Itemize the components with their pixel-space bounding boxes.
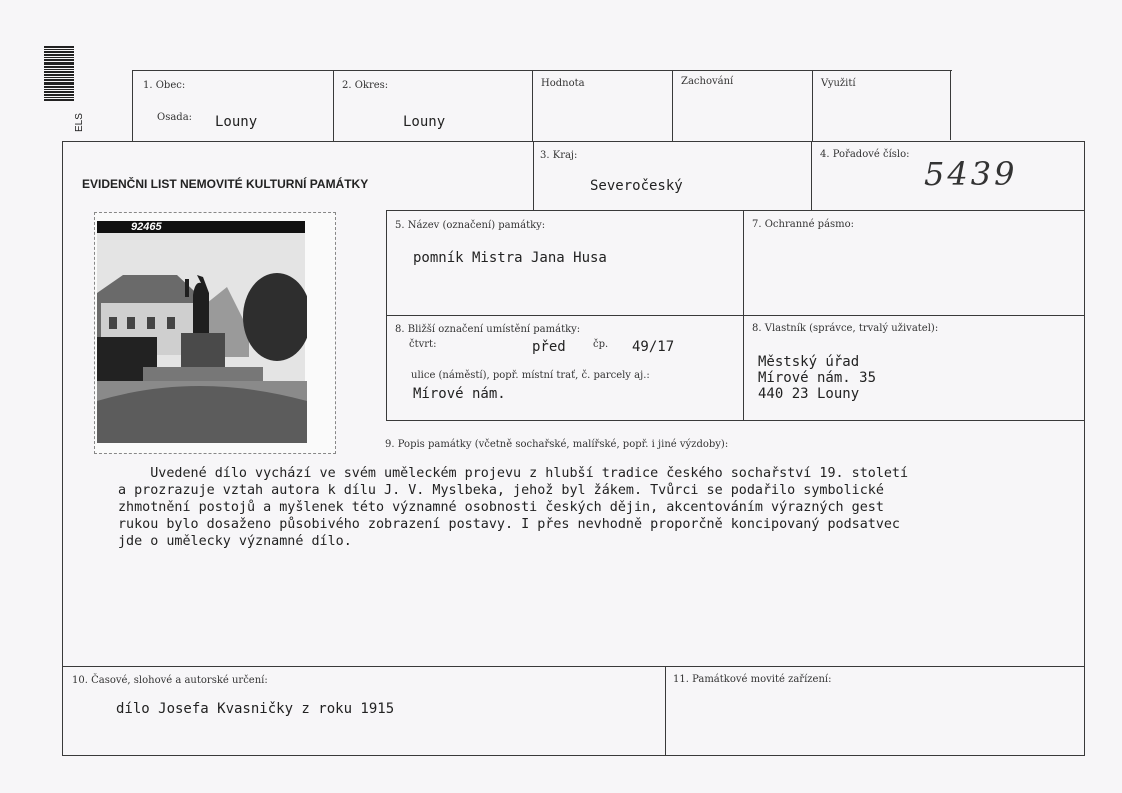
okres-label: 2. Okres: (342, 80, 389, 91)
popis-line-3: zhmotnění postojů a myšlenek této významné osobnosti českých dějin, akcentováním výrazných gest (118, 500, 884, 515)
obec-label: 1. Obec: (143, 80, 186, 91)
popis-line-5: jde o umělecky významné dílo. (118, 534, 352, 549)
popis-line-2: a prozrazuje vztah autora k dílu J. V. Myslbeka, jehož byl žákem. Tvůrci se podařilo symbolické (118, 483, 884, 498)
okres-value: Louny (403, 114, 446, 130)
ulice-value: Mírové nám. (413, 386, 506, 402)
vlastnik-line-1: Městský úřad (758, 354, 860, 370)
kraj-value: Severočeský (590, 178, 683, 194)
popis-line-1: Uvedené dílo vychází ve svém uměleckém projevu z hlubší tradice českého sochařství 19. století (118, 466, 909, 481)
nazev-label: 5. Název (označení) památky: (395, 220, 546, 231)
cp-label: čp. (593, 339, 609, 350)
ulice-label: ulice (náměstí), popř. místní trať, č. parcely aj.: (411, 370, 650, 381)
form-title: EVIDENČNI LIST NEMOVITÉ KULTURNÍ PAMÁTKY (82, 177, 369, 191)
vlastnik-line-3: 440 23 Louny (758, 386, 860, 402)
photo-number: 92465 (131, 221, 162, 233)
casove-urceni-value: dílo Josefa Kvasničky z roku 1915 (116, 701, 395, 717)
cp-value: 49/17 (632, 339, 675, 355)
popis-line-4: rukou bylo dosaženo působivého zobrazení postavy. I přes nevhodně proporčně koncipovaný podsatvec (118, 517, 900, 532)
movite-zarizeni-label: 11. Památkové movité zařízení: (673, 674, 832, 685)
barcode (44, 46, 74, 134)
osada-label: Osada: (157, 112, 193, 123)
hodnota-label: Hodnota (541, 78, 585, 89)
vlastnik-line-2: Mírové nám. 35 (758, 370, 877, 386)
poradove-cislo-label: 4. Pořadové číslo: (820, 149, 910, 160)
casove-urceni-label: 10. Časové, slohové a autorské určení: (72, 675, 268, 686)
poradove-cislo-value: 5439 (924, 155, 1018, 193)
zachovani-label: Zachování (681, 76, 734, 87)
monument-photo (94, 212, 336, 454)
ochranne-pasmo-label: 7. Ochranné pásmo: (752, 219, 855, 230)
ctvrt-label: čtvrt: (409, 339, 437, 350)
vlastnik-label: 8. Vlastník (správce, trvalý uživatel): (752, 323, 939, 334)
kraj-label: 3. Kraj: (540, 150, 578, 161)
osada-value: Louny (215, 114, 258, 130)
umisteni-label: 8. Bližší označení umístění památky: (395, 324, 581, 335)
barcode-label: ELS (74, 113, 85, 132)
nazev-value: pomník Mistra Jana Husa (413, 250, 607, 266)
popis-label: 9. Popis památky (včetně sochařské, malířské, popř. i jiné výzdoby): (385, 439, 729, 450)
ctvrt-value: před (532, 339, 566, 355)
vyuziti-label: Využití (821, 78, 856, 89)
